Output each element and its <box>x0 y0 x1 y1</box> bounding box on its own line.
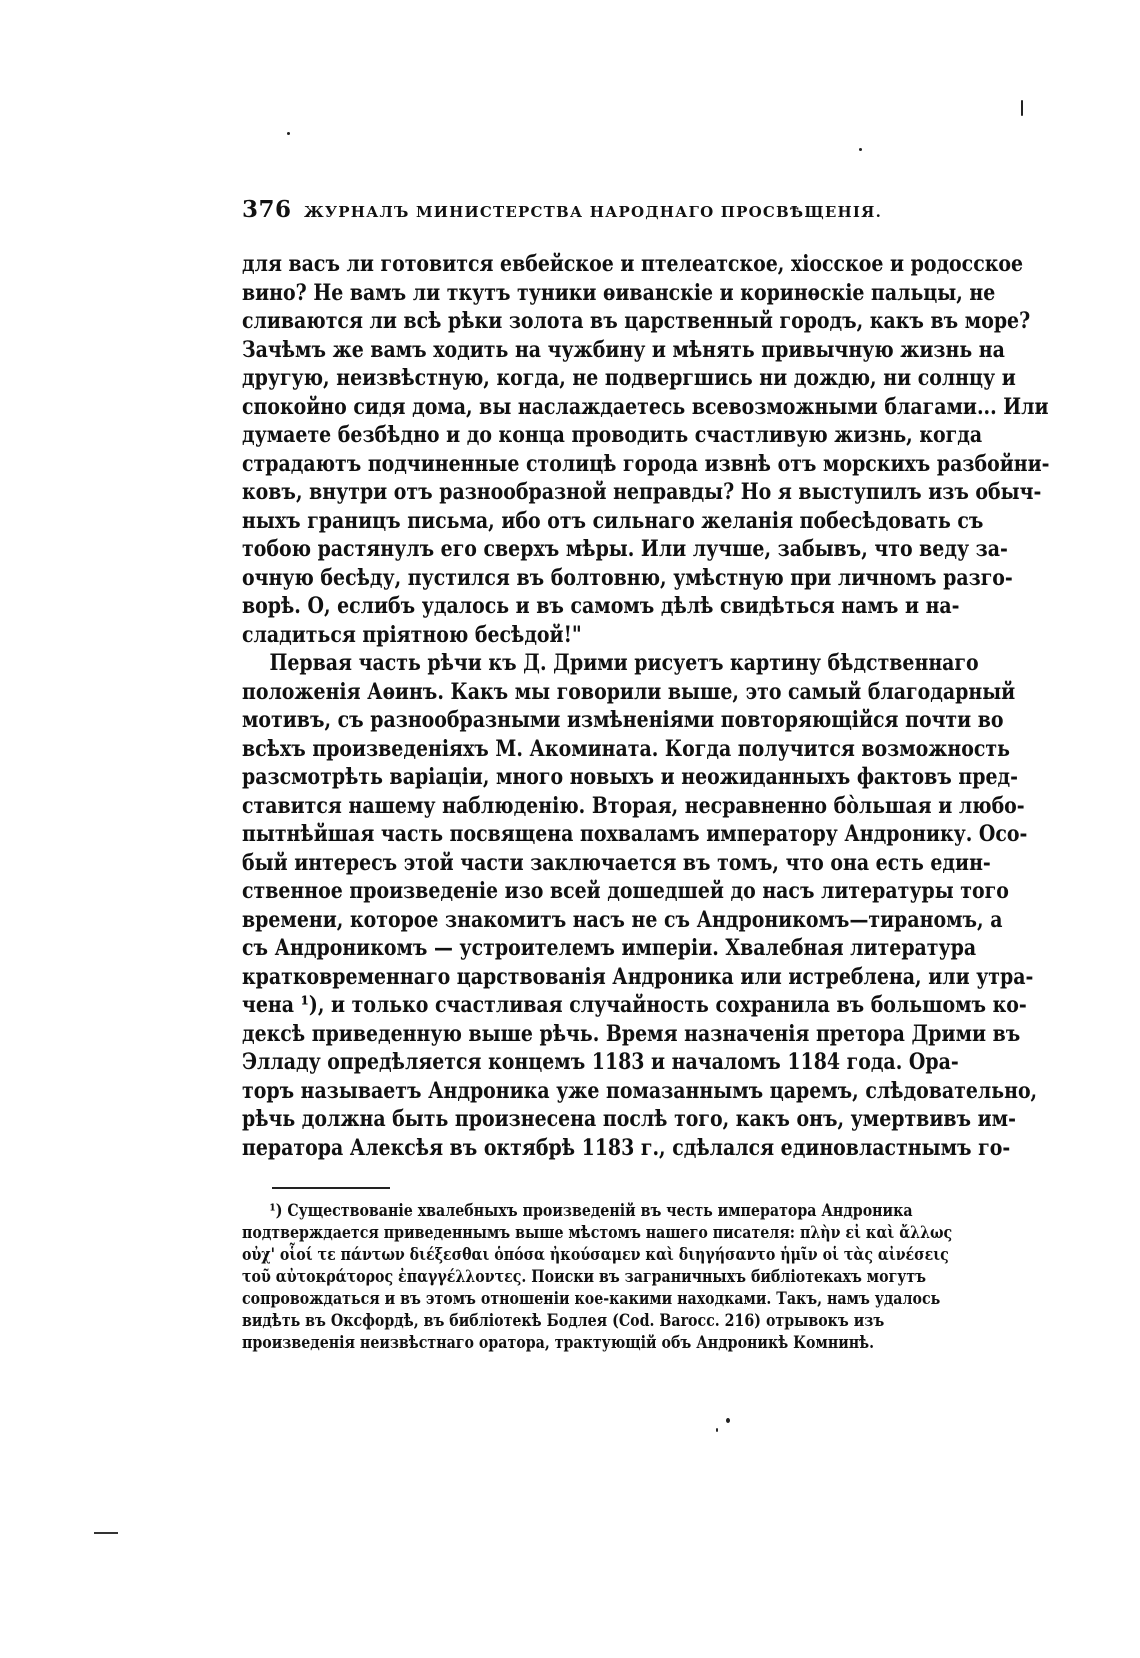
main-text <box>242 250 1050 1162</box>
text-line: сливаются ли всѣ рѣки золота въ царственный городъ, какъ въ море? <box>242 308 1031 334</box>
text-line: сладиться пріятною бесѣдой!" <box>242 621 582 648</box>
scan-speck <box>1021 100 1023 116</box>
text-line: времени, которое знакомитъ насъ не съ Андроникомъ—тираномъ, а <box>242 906 1003 933</box>
text-line: бый интересъ этой части заключается въ томъ, что она есть един- <box>242 849 991 876</box>
paragraph-start-line: Первая часть рѣчи къ Д. Дрими рисуетъ картину бѣдственнаго <box>269 650 979 676</box>
text-line: положенія Аѳинъ. Какъ мы говорили выше, это самый благодарный <box>242 678 1016 705</box>
footnote-divider <box>272 1187 390 1189</box>
scan-speck <box>859 148 862 151</box>
text-line: разсмотрѣть варіаціи, много новыхъ и неожиданныхъ фактовъ пред- <box>242 764 1018 790</box>
text-line: спокойно сидя дома, вы наслаждаетесь всевозможными благами... Или <box>242 393 1049 420</box>
text-line: чена ¹), и только счастливая случайность сохранила въ большомъ ко- <box>242 992 1027 1018</box>
text-line: тобою растянулъ его сверхъ мѣры. Или лучше, забывъ, что веду за- <box>242 536 1008 562</box>
text-line: ворѣ. О, еслибъ удалось и въ самомъ дѣлѣ свидѣться намъ и на- <box>242 593 960 619</box>
text-line: другую, неизвѣстную, когда, не подвергшись ни дождю, ни солнцу и <box>242 365 1016 391</box>
footnote-line: сопровождаться и въ этомъ отношеніи кое-какими находками. Такъ, намъ удалось <box>242 1289 941 1308</box>
footnote-line: произведенія неизвѣстнаго оратора, трактующій объ Андроникѣ Комнинѣ. <box>242 1333 875 1352</box>
text-line: съ Андроникомъ — устроителемъ имперіи. Хвалебная литература <box>242 935 977 961</box>
text-line: вино? Не вамъ ли ткутъ туники ѳиванскіе и коринѳскіе пальцы, не <box>242 279 996 306</box>
footnote-line: οὐχ' οἷοί τε πάντων διέξεσθαι ὁπόσα ἠκούσαμεν καὶ διηγήσαντο ἡμῖν οἱ τὰς αἰνέσεις <box>242 1245 949 1264</box>
footnote-line: подтверждается приведеннымъ выше мѣстомъ нашего писателя: πλὴν εἰ καὶ ἄλλως <box>242 1223 953 1242</box>
text-line: торъ называетъ Андроника уже помазаннымъ царемъ, слѣдовательно, <box>242 1077 1038 1104</box>
footnote <box>242 1200 953 1354</box>
text-line: пытнѣйшая часть посвящена похваламъ императору Андронику. Осо- <box>242 821 1028 847</box>
text-line: страдаютъ подчиненные столицѣ города извнѣ отъ морскихъ разбойни- <box>242 450 1050 477</box>
text-line: ператора Алексѣя въ октябрѣ 1183 г., сдѣлался единовластнымъ го- <box>242 1134 1011 1161</box>
scan-speck <box>287 132 290 135</box>
text-line: ственное произведеніе изо всей дошедшей до насъ литературы того <box>242 878 1009 904</box>
footnote-line: τοῦ αὐτοκράτορος ἐπαγγέλλοντες. Поиски въ заграничныхъ библіотекахъ могутъ <box>242 1267 927 1286</box>
text-line: думаете безбѣдно и до конца проводить счастливую жизнь, когда <box>242 422 983 448</box>
footnote-line: ¹) Существованіе хвалебныхъ произведеній въ честь императора Андроника <box>269 1201 913 1220</box>
scan-mark <box>94 1532 118 1534</box>
text-line: Элладу опредѣляется концемъ 1183 и началомъ 1184 года. Ора- <box>242 1049 959 1075</box>
footnote-line: видѣть въ Оксфордѣ, въ библіотекѣ Бодлея (Cod. Barocc. 216) отрывокъ изъ <box>242 1311 885 1330</box>
text-line: кратковременнаго царствованія Андроника или истреблена, или утра- <box>242 963 1034 990</box>
text-line: рѣчь должна быть произнесена послѣ того, какъ онъ, умертвивъ им- <box>242 1106 1016 1132</box>
page-number: 376 <box>242 196 292 223</box>
scan-speck <box>716 1428 718 1432</box>
running-title: ЖУРНАЛЪ МИНИСТЕРСТВА НАРОДНАГО ПРОСВѢЩЕНІЯ. <box>303 203 882 221</box>
text-line: для васъ ли готовится евбейское и птелеатское, хіосское и родосское <box>242 251 1024 277</box>
text-line: дексѣ приведенную выше рѣчь. Время назначенія претора Дрими въ <box>242 1020 1021 1047</box>
text-line: Зачѣмъ же вамъ ходить на чужбину и мѣнять привычную жизнь на <box>242 336 1005 363</box>
text-line: мотивъ, съ разнообразными измѣненіями повторяющійся почти во <box>242 707 1004 733</box>
text-line: очную бесѣду, пустился въ болтовню, умѣстную при личномъ разго- <box>242 564 1013 591</box>
text-line: ныхъ границъ письма, ибо отъ сильнаго желанія побесѣдовать съ <box>242 507 984 534</box>
text-line: ковъ, внутри отъ разнообразной неправды? Но я выступилъ изъ обыч- <box>242 479 1042 505</box>
scan-speck <box>726 1418 730 1423</box>
page-header <box>242 196 882 232</box>
text-line: всѣхъ произведеніяхъ М. Акомината. Когда получится возможность <box>242 735 1010 762</box>
text-line: ставится нашему наблюденію. Вторая, несравненно бо̀льшая и любо- <box>242 792 1025 819</box>
